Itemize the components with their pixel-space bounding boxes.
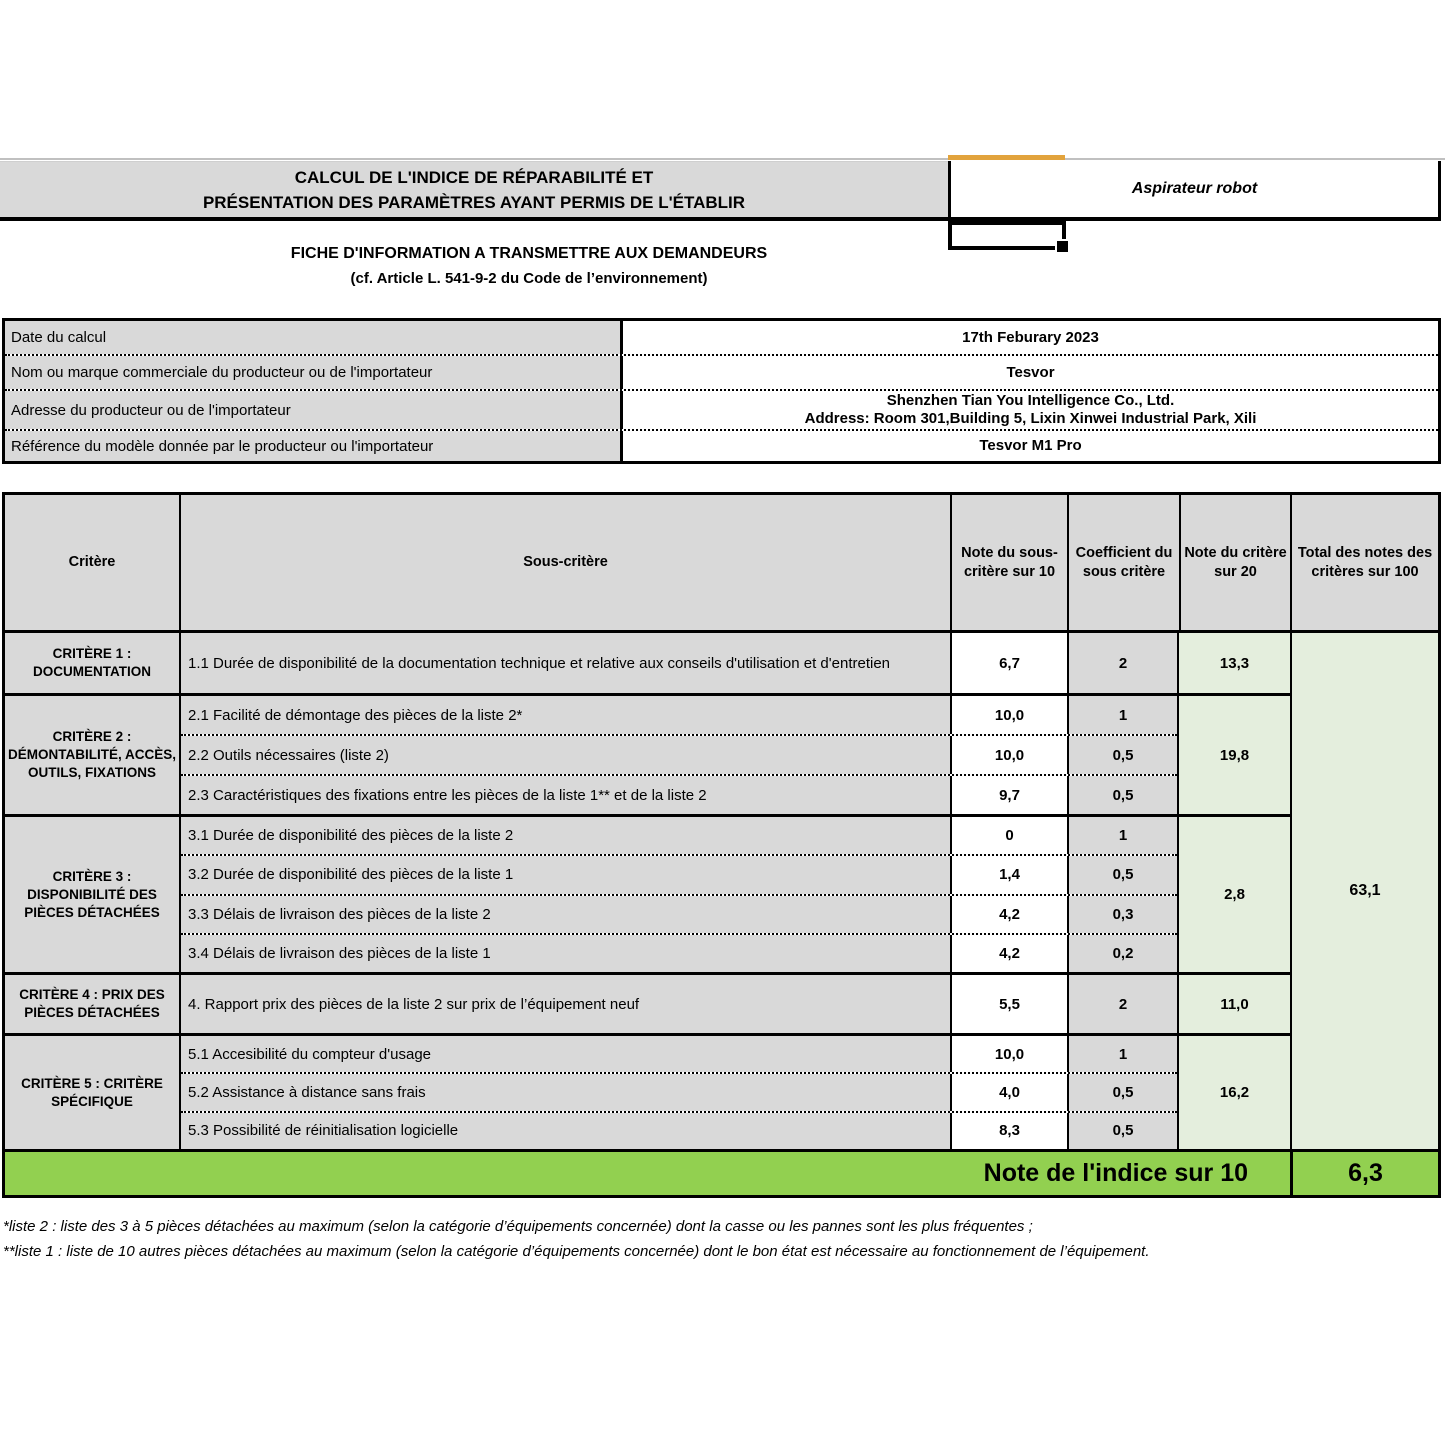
document-subtitle (0, 245, 1058, 287)
info-value-address (623, 391, 1438, 429)
table-row (181, 774, 1177, 814)
criterion-group-1 (5, 633, 1290, 693)
sheet-gridline (0, 158, 1445, 160)
product-category-label: Aspirateur robot (1131, 180, 1258, 197)
subcriterion-label: 3.3 Délais de livraison des pièces de la liste 2 (181, 896, 952, 933)
subcriterion-label: 4. Rapport prix des pièces de la liste 2 sur prix de l’équipement neuf (181, 975, 952, 1033)
note10-cell: 8,3 (952, 1113, 1069, 1149)
coefficient-cell: 2 (1069, 975, 1177, 1033)
subcriterion-label: 2.3 Caractéristiques des fixations entre les pièces de la liste 1** et de la liste 2 (181, 776, 952, 814)
criteria-table-body (5, 633, 1438, 1149)
coefficient-cell: 0,5 (1069, 856, 1177, 893)
coefficient-cell: 2 (1069, 633, 1177, 693)
product-category-box (948, 161, 1441, 221)
note20-cell: 11,0 (1179, 975, 1290, 1033)
coefficient-cell: 1 (1069, 817, 1177, 854)
subcriterion-label: 3.4 Délais de livraison des pièces de la liste 1 (181, 935, 952, 972)
column-header-coefficient: Coefficient du sous critère (1067, 495, 1179, 630)
subcriterion-label: 5.1 Accesibilité du compteur d'usage (181, 1036, 952, 1072)
note10-cell: 4,2 (952, 896, 1069, 933)
note10-cell: 4,2 (952, 935, 1069, 972)
title-line-1: CALCUL DE L'INDICE DE RÉPARABILITÉ ET (294, 167, 654, 187)
note10-cell: 9,7 (952, 776, 1069, 814)
note10-cell: 0 (952, 817, 1069, 854)
column-header-criterion: Critère (68, 554, 116, 570)
coefficient-cell: 0,2 (1069, 935, 1177, 972)
brand-value: Tesvor (1006, 363, 1055, 381)
note10-cell: 6,7 (952, 633, 1069, 693)
table-row (181, 1072, 1177, 1110)
table-row (181, 1111, 1177, 1149)
table-row (181, 696, 1177, 734)
note20-cell: 2,8 (1179, 817, 1290, 972)
criterion-cell: CRITÈRE 4 : PRIX DES PIÈCES DÉTACHÉES (5, 975, 179, 1033)
column-header-total100: Total des notes des critères sur 100 (1290, 495, 1438, 630)
table-row (181, 933, 1177, 972)
criterion-group-4 (5, 972, 1290, 1033)
note10-cell: 1,4 (952, 856, 1069, 893)
subrows (179, 696, 1179, 814)
subcriterion-label: 5.3 Possibilité de réinitialisation logicielle (181, 1113, 952, 1149)
column-header-subcriterion: Sous-critère (179, 495, 950, 630)
criteria-groups (5, 633, 1290, 1149)
info-value-date (623, 321, 1438, 354)
table-row (181, 854, 1177, 893)
title-line-2: PRÉSENTATION DES PARAMÈTRES AYANT PERMIS DE L'ÉTABLIR (202, 192, 746, 212)
criterion-group-5 (5, 1033, 1290, 1149)
info-label-brand: Nom ou marque commerciale du producteur ou de l'importateur (5, 356, 623, 389)
criterion-group-3 (5, 814, 1290, 972)
info-row-brand (5, 354, 1438, 389)
criteria-table-header (5, 495, 1438, 633)
table-row (181, 975, 1177, 1033)
info-row-model (5, 429, 1438, 461)
table-row (181, 734, 1177, 774)
subrows (179, 817, 1179, 972)
info-row-address (5, 389, 1438, 429)
criterion-cell: CRITÈRE 5 : CRITÈRE SPÉCIFIQUE (5, 1036, 179, 1149)
footnotes (3, 1214, 1433, 1264)
subcriterion-label: 2.2 Outils nécessaires (liste 2) (181, 736, 952, 774)
index-value: 6,3 (1290, 1152, 1438, 1195)
subrows (179, 1036, 1179, 1149)
note10-cell: 10,0 (952, 736, 1069, 774)
info-label-address: Adresse du producteur ou de l'importateur (5, 391, 623, 429)
table-row (181, 894, 1177, 933)
footnote-liste2: *liste 2 : liste des 3 à 5 pièces détachées au maximum (selon la catégorie d’équipements concernée) dont la casse ou les pannes sont les plus fréquentes ; (3, 1218, 1033, 1235)
coefficient-cell: 1 (1069, 1036, 1177, 1072)
subtitle-line-2: (cf. Article L. 541-9-2 du Code de l’environnement) (350, 270, 708, 287)
coefficient-cell: 1 (1069, 696, 1177, 734)
subcriterion-label: 3.2 Durée de disponibilité des pièces de la liste 1 (181, 856, 952, 893)
subrows (179, 975, 1179, 1033)
subcriterion-label: 1.1 Durée de disponibilité de la documentation technique et relative aux conseils d'utilisation et d'entretien (181, 633, 952, 693)
coefficient-cell: 0,5 (1069, 736, 1177, 774)
info-label-date: Date du calcul (5, 321, 623, 354)
table-row (181, 633, 1177, 693)
document-title (0, 161, 948, 221)
note10-cell: 5,5 (952, 975, 1069, 1033)
column-header-note20: Note du critère sur 20 (1179, 495, 1290, 630)
index-summary-row (5, 1149, 1438, 1195)
note10-cell: 10,0 (952, 696, 1069, 734)
index-label: Note de l'indice sur 10 (983, 1159, 1248, 1187)
active-column-highlight (948, 155, 1065, 160)
subtitle-line-1: FICHE D'INFORMATION A TRANSMETTRE AUX DEMANDEURS (290, 245, 768, 262)
criterion-group-2 (5, 693, 1290, 814)
criterion-cell: CRITÈRE 1 : DOCUMENTATION (5, 633, 179, 693)
table-row (181, 817, 1177, 854)
info-value-brand (623, 356, 1438, 389)
criteria-table (2, 492, 1441, 1198)
coefficient-cell: 0,3 (1069, 896, 1177, 933)
note20-cell: 16,2 (1179, 1036, 1290, 1149)
date-value: 17th Feburary 2023 (962, 328, 1099, 346)
info-row-date (5, 321, 1438, 354)
criterion-cell: CRITÈRE 3 : DISPONIBILITÉ DES PIÈCES DÉTACHÉES (5, 817, 179, 972)
table-row (181, 1036, 1177, 1072)
note10-cell: 10,0 (952, 1036, 1069, 1072)
info-value-model (623, 431, 1438, 461)
total100-cell: 63,1 (1290, 633, 1438, 1149)
subrows (179, 633, 1179, 693)
address-line-1: Shenzhen Tian You Intelligence Co., Ltd. (886, 392, 1175, 409)
subcriterion-label: 2.1 Facilité de démontage des pièces de la liste 2* (181, 696, 952, 734)
subcriterion-label: 3.1 Durée de disponibilité des pièces de la liste 2 (181, 817, 952, 854)
producer-info-table (2, 318, 1441, 464)
column-header-note10: Note du sous-critère sur 10 (950, 495, 1067, 630)
footnote-liste1: **liste 1 : liste de 10 autres pièces détachées au maximum (selon la catégorie d’équipements concernée) dont le bon état est nécessaire au fonctionnement de l’équipement. (3, 1243, 1150, 1260)
criterion-cell: CRITÈRE 2 : DÉMONTABILITÉ, ACCÈS, OUTILS, FIXATIONS (5, 696, 179, 814)
subcriterion-label: 5.2 Assistance à distance sans frais (181, 1074, 952, 1110)
note10-cell: 4,0 (952, 1074, 1069, 1110)
model-value: Tesvor M1 Pro (979, 437, 1082, 454)
coefficient-cell: 0,5 (1069, 1113, 1177, 1149)
address-line-2: Address: Room 301,Building 5, Lixin Xinwei Industrial Park, Xili (804, 410, 1257, 427)
coefficient-cell: 0,5 (1069, 1074, 1177, 1110)
coefficient-cell: 0,5 (1069, 776, 1177, 814)
note20-cell: 19,8 (1179, 696, 1290, 814)
info-label-model: Référence du modèle donnée par le producteur ou l'importateur (5, 431, 623, 461)
note20-cell: 13,3 (1179, 633, 1290, 693)
